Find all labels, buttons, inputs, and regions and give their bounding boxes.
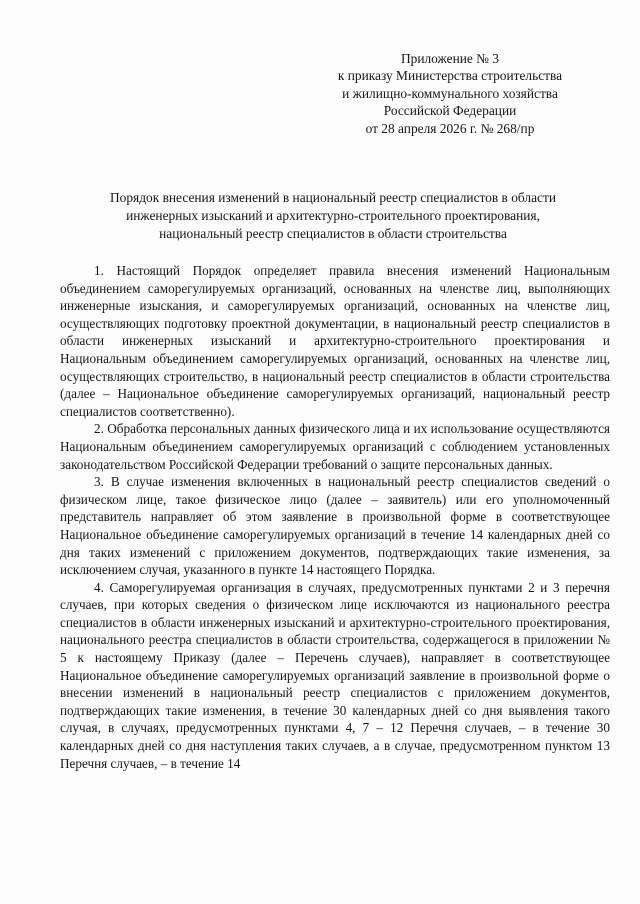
appendix-number: Приложение № 3 [400,51,500,66]
appendix-date: от 28 апреля 2026 г. № 268/пр [365,120,535,136]
paragraph-1: 1. Настоящий Порядок определяет правила внесения изменений Национальным объединением саморегулируемых организаций, основанных на членстве лиц, выполняющих инженерные изыскания, и саморегулируемых организаций, основанных на членстве лиц, осуществляющих подготовку проектной документации, в национальный реестр специалистов в области инженерных изысканий и архитектурно-строительного проектирования и Национальным объединением саморегулируемых организаций, основанных на членстве лиц, осуществляющих строительство, в национальный реестр специалистов в области строительства (далее – Национальное объединение саморегулируемых организаций, национальный реестр специалистов соответственно). [60,263,610,419]
appendix-ministry: и жилищно-коммунального хозяйства [342,85,558,101]
title-line: национальный реестр специалистов в области строительства [159,226,507,241]
appendix-order-ref: к приказу Министерства строительства [337,68,563,84]
title-line: Порядок внесения изменений в национальный реестр специалистов в области [109,190,556,205]
document-title [60,189,606,243]
document-body [60,262,610,772]
appendix-header [300,50,600,137]
title-line: инженерных изысканий и архитектурно-строительного проектирования, [126,208,540,223]
paragraph-4: 4. Саморегулируемая организация в случаях, предусмотренных пунктами 2 и 3 перечня случаев, при которых сведения о физическом лице исключаются из национального реестра специалистов в области инженерных изысканий и архитектурно-строительного проектирования, национального реестра специалистов в области строительства, содержащегося в приложении № 5 к настоящему Приказу (далее – Перечень случаев), направляет в соответствующее Национальное объединение саморегулируемых организаций заявление в произвольной форме о внесении изменений в национальный реестр специалистов с приложением документов, подтверждающих такие изменения, в течение 30 календарных дней со дня выявления такого случая, в случаях, предусмотренных пунктами 4, 7 – 12 Перечня случаев, – в течение 30 календарных дней со дня наступления таких случаев, а в случае, предусмотренном пунктом 13 Перечня случаев, – в течение 14 [60,579,610,771]
paragraph-3: 3. В случае изменения включенных в национальный реестр специалистов сведений о физическом лице, такое физическое лицо (далее – заявитель) или его уполномоченный представитель направляет об этом заявление в произвольной форме в соответствующее Национальное объединение саморегулируемых организаций в течение 14 календарных дней со дня таких изменений с приложением документов, подтверждающих такие изменения, за исключением случая, указанного в пункте 14 настоящего Порядка. [60,474,610,578]
appendix-country: Российской Федерации [383,103,517,119]
paragraph-2: 2. Обработка персональных данных физического лица и их использование осуществляются Национальным объединением саморегулируемых организаций с соблюдением установленных законодательством Российской Федерации требований о защите персональных данных. [60,421,610,472]
